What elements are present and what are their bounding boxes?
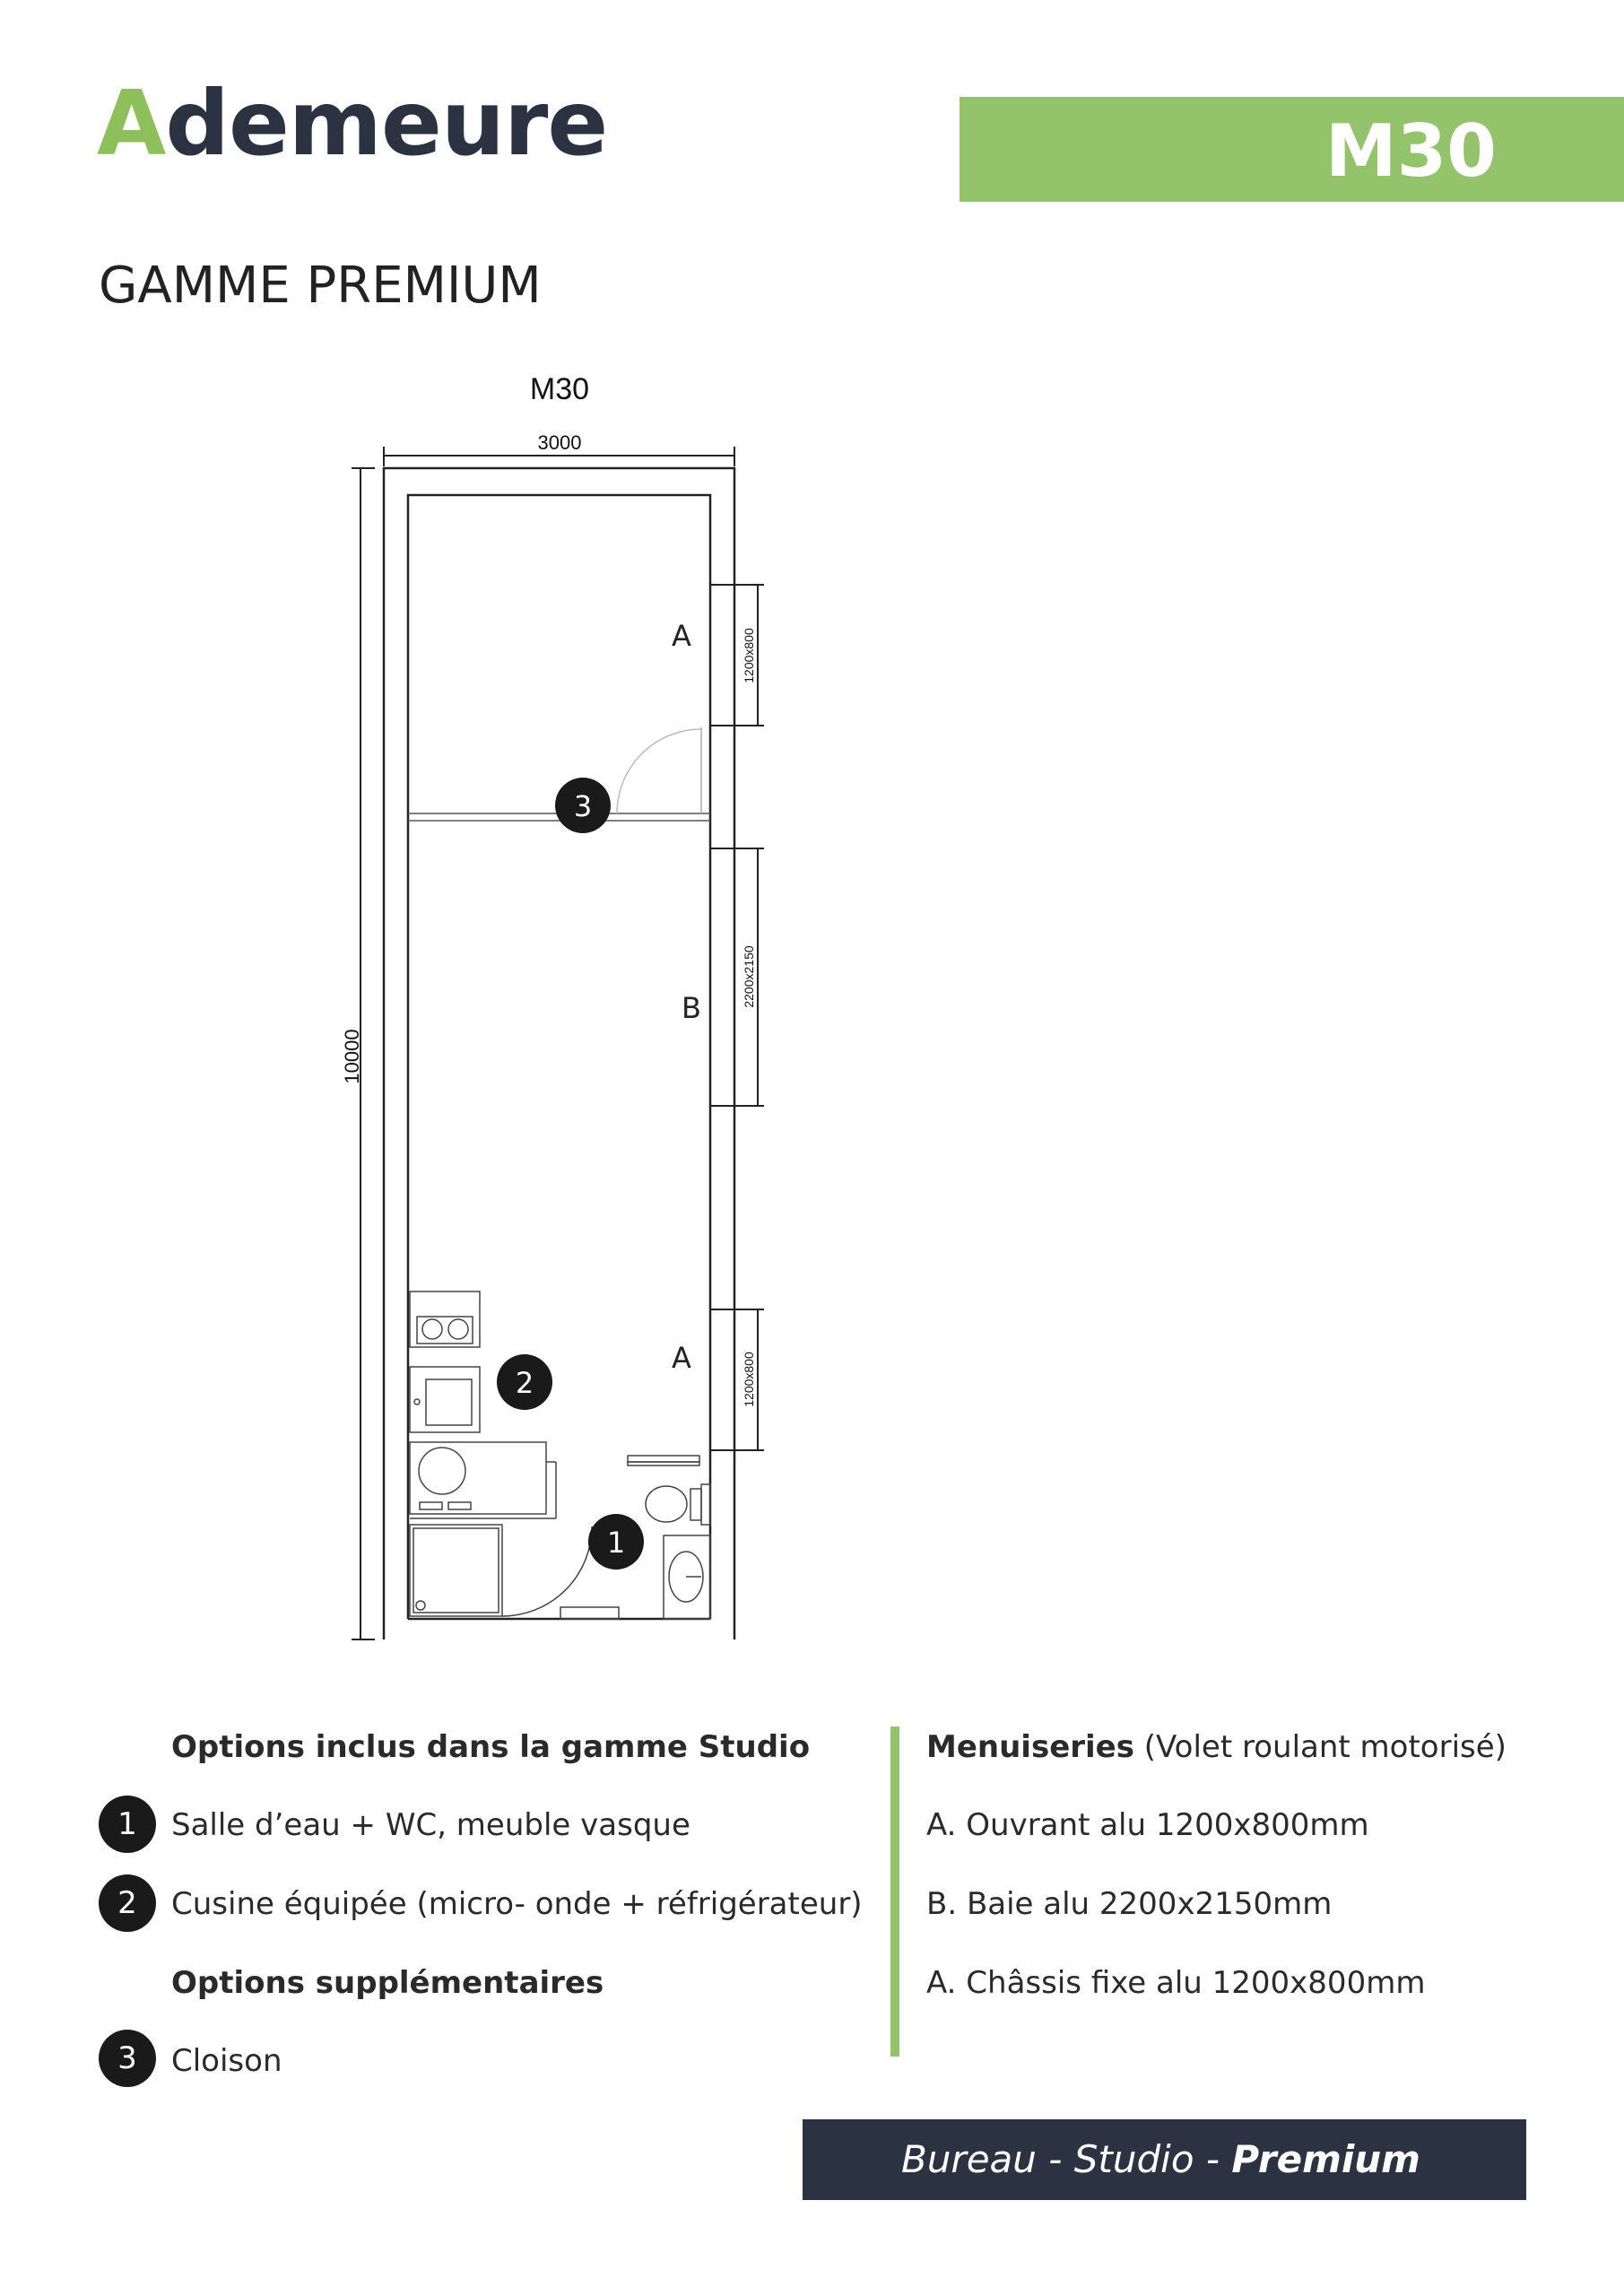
option-2-text: Cusine équipée (micro- onde + réfrigérateur) — [171, 1886, 863, 1922]
joinery-item-a-open: A. Ouvrant alu 1200x800mm — [926, 1807, 1369, 1843]
marker-1-label: 1 — [606, 1526, 626, 1560]
footer-text-bold: Premium — [1231, 2137, 1420, 2181]
option-1-text: Salle d’eau + WC, meuble vasque — [171, 1807, 690, 1843]
window-a-top — [710, 585, 734, 726]
marker-2-label: 2 — [515, 1366, 534, 1400]
opening-dim-a-top: 1200x800 — [742, 628, 756, 683]
joinery-divider — [890, 1726, 899, 2057]
joinery-subtitle: (Volet roulant motorisé) — [1143, 1729, 1507, 1765]
extra-options-title: Options supplémentaires — [171, 1965, 604, 2001]
window-openings — [710, 585, 764, 1450]
opening-dim-b: 2200x2150 — [742, 945, 756, 1008]
option-2-badge: 2 — [99, 1874, 156, 1932]
opening-dim-a-bottom: 1200x800 — [742, 1352, 756, 1407]
plan-markers — [497, 778, 644, 1570]
joinery-item-a-fixed: A. Châssis fixe alu 1200x800mm — [926, 1965, 1426, 2001]
window-b — [710, 848, 734, 1106]
bathroom-block — [410, 1456, 710, 1619]
model-code: M30 — [1325, 109, 1497, 193]
marker-3-label: 3 — [573, 789, 593, 823]
joinery-title: Menuiseries — [926, 1729, 1134, 1765]
range-title: GAMME PREMIUM — [99, 257, 542, 315]
brand-logo-rest: demeure — [165, 71, 608, 176]
window-label-a-top: A — [672, 619, 691, 653]
option-3-text: Cloison — [171, 2043, 282, 2079]
included-options-title: Options inclus dans la gamme Studio — [171, 1729, 811, 1765]
option-1-badge: 1 — [99, 1796, 156, 1853]
footer-banner — [803, 2119, 1526, 2200]
plan-length-dim: 10000 — [341, 1029, 363, 1084]
window-a-bottom — [710, 1309, 734, 1450]
window-label-b: B — [682, 991, 701, 1025]
plan-title: M30 — [529, 372, 590, 406]
window-label-a-bottom: A — [672, 1341, 691, 1375]
joinery-item-b: B. Baie alu 2200x2150mm — [926, 1886, 1333, 1922]
option-3-badge: 3 — [99, 2030, 156, 2087]
plan-width-dim: 3000 — [537, 431, 582, 454]
joinery-header — [926, 1729, 1507, 1765]
brand-logo-initial: A — [97, 71, 166, 176]
footer-text: Bureau - Studio - — [901, 2137, 1232, 2181]
